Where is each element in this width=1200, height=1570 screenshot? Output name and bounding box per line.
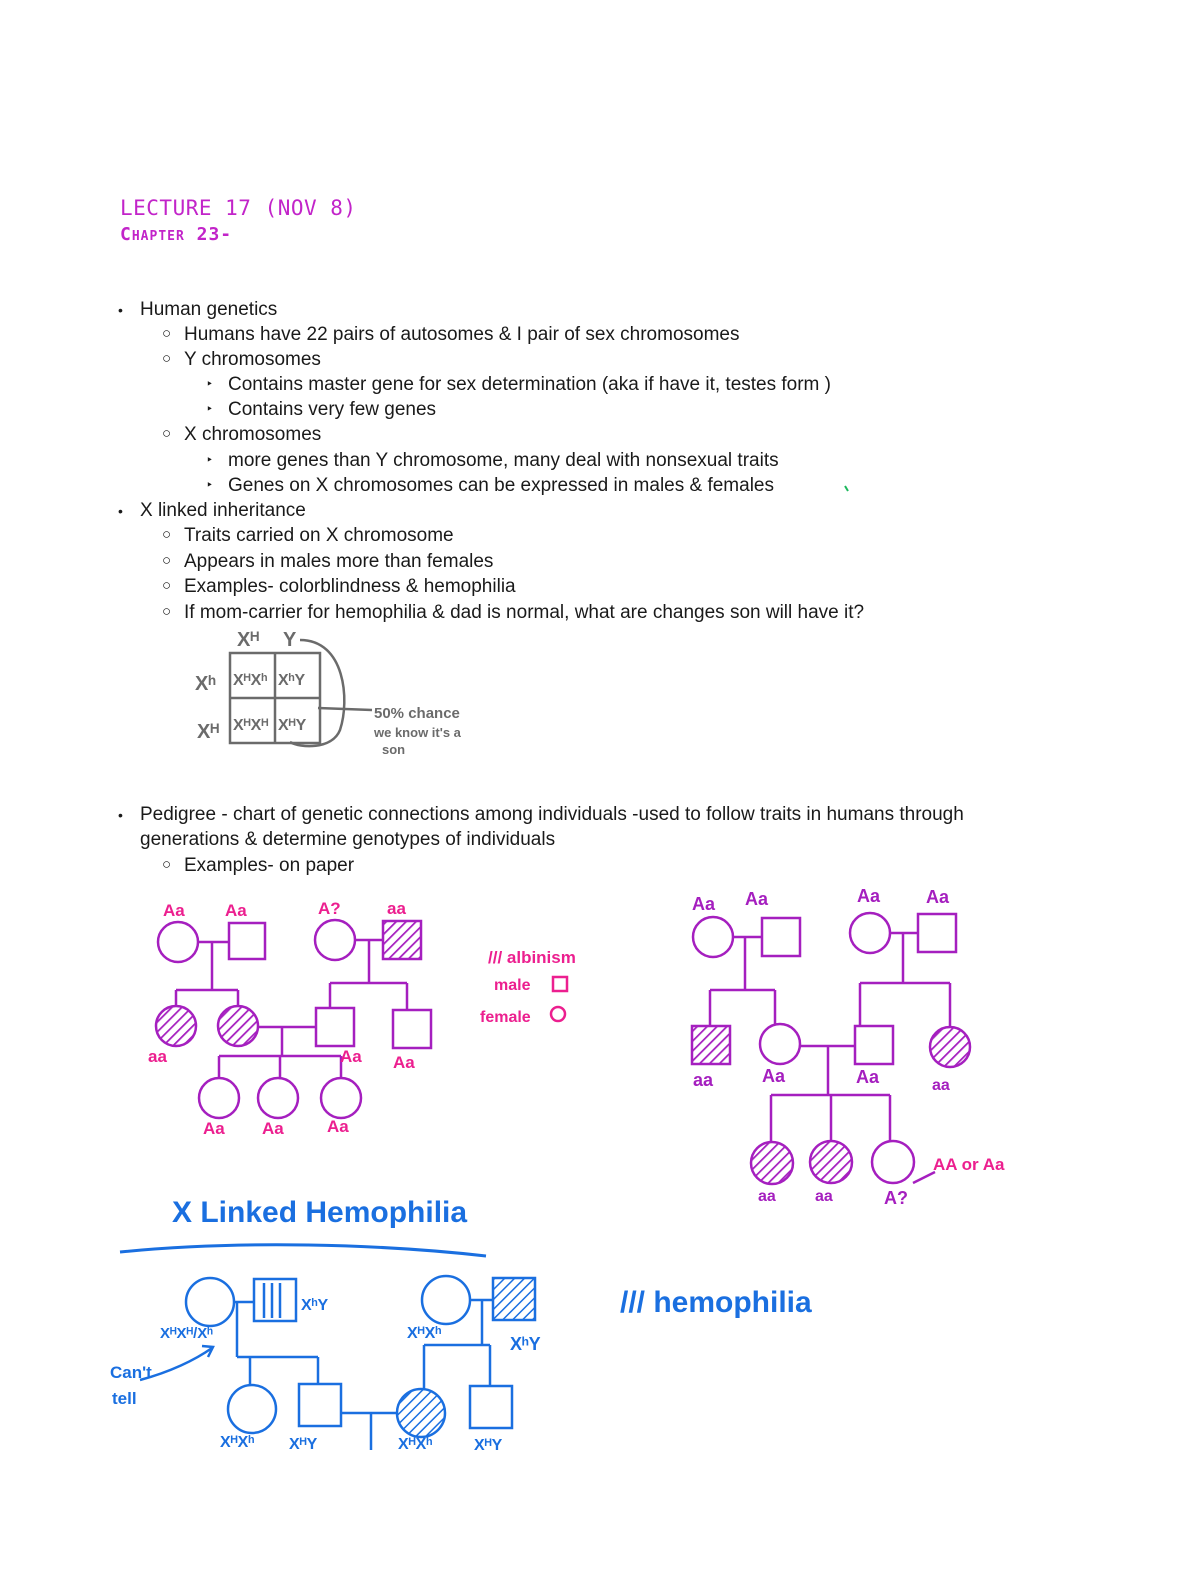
circle-marker: ○ xyxy=(162,526,172,543)
genotype-label: aa xyxy=(932,1077,950,1094)
genotype-label: Aa xyxy=(340,1047,362,1066)
arrow-marker: ‣ xyxy=(206,402,214,416)
note-item: Examples- colorblindness & hemophilia xyxy=(184,576,516,597)
note-item: Humans have 22 pairs of autosomes & I pair of sex chromosomes xyxy=(184,324,740,345)
male-symbol xyxy=(229,923,265,959)
genotype-label: Aa xyxy=(745,889,769,909)
affected-female-symbol xyxy=(397,1389,445,1437)
affected-female-symbol xyxy=(930,1027,970,1067)
female-symbol xyxy=(321,1078,361,1118)
affected-female-symbol xyxy=(156,1006,196,1046)
note-item: Contains master gene for sex determination (aka if have it, testes form ) xyxy=(228,374,831,395)
note-item: Y chromosomes xyxy=(184,349,321,370)
genotype-label: XʰY xyxy=(510,1334,541,1354)
note-item: Pedigree - chart of genetic connections among individuals -used to follow traits in humans through xyxy=(140,804,964,825)
legend-albinism: /// albinism xyxy=(488,948,576,967)
arrow-line xyxy=(913,1172,935,1183)
genotype-label: XᴴY xyxy=(289,1436,318,1453)
albinism-pedigree-left xyxy=(156,920,431,1118)
affected-female-symbol xyxy=(218,1006,258,1046)
genotype-note: AA or Aa xyxy=(933,1155,1005,1174)
hemophilia-title: X Linked Hemophilia xyxy=(172,1196,468,1229)
legend-male: male xyxy=(494,977,531,994)
legend-female: female xyxy=(480,1009,531,1026)
note-item: If mom-carrier for hemophilia & dad is normal, what are changes son will have it? xyxy=(184,602,865,623)
note-item: more genes than Y chromosome, many deal with nonsexual traits xyxy=(228,450,779,471)
genotype-label: Aa xyxy=(393,1053,415,1072)
albinism-legend xyxy=(480,948,576,1026)
genotype-label: Aa xyxy=(262,1119,284,1138)
note-item: Appears in males more than females xyxy=(184,551,494,572)
female-symbol xyxy=(760,1024,800,1064)
genotype-label: XᴴXʰ xyxy=(398,1436,433,1453)
note-item: Traits carried on X chromosome xyxy=(184,525,454,546)
genotype-label: Aa xyxy=(203,1119,225,1138)
chapter-subtitle: Chapter 23- xyxy=(120,224,233,245)
legend-circle-icon xyxy=(551,1007,565,1021)
male-symbol xyxy=(393,1010,431,1048)
bullet-marker: • xyxy=(118,503,123,519)
note-item: X chromosomes xyxy=(184,424,322,445)
affected-female-symbol xyxy=(751,1142,793,1184)
female-symbol xyxy=(422,1276,470,1324)
genotype-label: Aa xyxy=(225,901,247,920)
title-underline xyxy=(120,1245,486,1256)
punnett-cell: XʰY xyxy=(278,672,306,689)
female-symbol xyxy=(258,1078,298,1118)
hemophilia-pedigree xyxy=(140,1276,535,1450)
punnett-note-line: son xyxy=(382,742,406,757)
genotype-label: XᴴXᴴ/Xʰ xyxy=(160,1325,213,1342)
bullet-marker: • xyxy=(118,807,123,823)
female-symbol xyxy=(199,1078,239,1118)
genotype-label: Aa xyxy=(856,1067,880,1087)
genotype-label: XᴴXʰ xyxy=(220,1434,255,1451)
note-item: X linked inheritance xyxy=(140,500,306,521)
genotype-label: Aa xyxy=(926,887,950,907)
male-symbol xyxy=(762,918,800,956)
circle-marker: ○ xyxy=(162,425,172,442)
affected-male-symbol xyxy=(254,1279,296,1321)
circle-marker: ○ xyxy=(162,325,172,342)
genotype-label: Aa xyxy=(762,1066,786,1086)
note-item: Examples- on paper xyxy=(184,855,355,876)
genotype-label: A? xyxy=(884,1188,908,1208)
genotype-label: aa xyxy=(148,1047,167,1066)
genotype-label: Aa xyxy=(327,1117,349,1136)
punnett-col-header: Xᴴ xyxy=(237,629,260,651)
hemophilia-legend: /// hemophilia xyxy=(620,1286,812,1319)
legend-square-icon xyxy=(553,977,567,991)
punnett-cell: XᴴY xyxy=(278,717,307,734)
punnett-cell: XᴴXᴴ xyxy=(233,717,269,734)
page-title: LECTURE 17 (NOV 8) xyxy=(120,196,357,220)
female-symbol xyxy=(158,922,198,962)
note-item: Contains very few genes xyxy=(228,399,437,420)
punnett-row-header: Xᴴ xyxy=(197,721,220,743)
arrow-marker: ‣ xyxy=(206,453,214,467)
female-symbol xyxy=(228,1385,276,1433)
genotype-label: Aa xyxy=(163,901,185,920)
male-symbol xyxy=(299,1384,341,1426)
bullet-marker: • xyxy=(118,302,123,318)
annotation-line: tell xyxy=(112,1389,137,1408)
affected-female-symbol xyxy=(810,1141,852,1183)
genotype-label: XᴴY xyxy=(474,1437,503,1454)
punnett-note-line: we know it's a xyxy=(374,725,461,740)
note-item: generations & determine genotypes of individuals xyxy=(140,829,556,850)
genotype-label: aa xyxy=(387,899,406,918)
genotype-label: A? xyxy=(318,899,341,918)
circle-marker: ○ xyxy=(162,603,172,620)
punnett-note-line: 50% chance xyxy=(374,705,460,722)
green-tick-mark xyxy=(845,486,848,491)
affected-male-symbol xyxy=(383,921,421,959)
genotype-label: aa xyxy=(815,1188,833,1205)
female-symbol xyxy=(850,913,890,953)
circle-marker: ○ xyxy=(162,552,172,569)
annotation-line: Can't xyxy=(110,1363,152,1382)
circle-marker: ○ xyxy=(162,577,172,594)
genotype-label: aa xyxy=(693,1070,714,1090)
male-symbol xyxy=(316,1008,354,1046)
arrow-marker: ‣ xyxy=(206,478,214,492)
note-item: Human genetics xyxy=(140,299,278,320)
genotype-label: XᴴXʰ xyxy=(407,1325,442,1342)
female-symbol xyxy=(315,920,355,960)
albinism-pedigree-right xyxy=(692,913,970,1184)
genotype-label: Aa xyxy=(857,886,881,906)
affected-male-symbol xyxy=(493,1278,535,1320)
punnett-col-header: Y xyxy=(283,629,297,651)
genotype-label: XʰY xyxy=(301,1297,329,1314)
circle-marker: ○ xyxy=(162,350,172,367)
male-symbol xyxy=(918,914,956,952)
punnett-cell: XᴴXʰ xyxy=(233,672,268,689)
note-item: Genes on X chromosomes can be expressed in males & females xyxy=(228,475,774,496)
female-symbol xyxy=(872,1141,914,1183)
male-symbol xyxy=(855,1026,893,1064)
circle-marker: ○ xyxy=(162,856,172,873)
female-symbol xyxy=(693,917,733,957)
punnett-row-header: Xʰ xyxy=(195,673,216,695)
arrow-marker: ‣ xyxy=(206,377,214,391)
affected-male-symbol xyxy=(692,1026,730,1064)
genotype-label: aa xyxy=(758,1188,776,1205)
male-symbol xyxy=(470,1386,512,1428)
genotype-label: Aa xyxy=(692,894,716,914)
female-symbol xyxy=(186,1278,234,1326)
